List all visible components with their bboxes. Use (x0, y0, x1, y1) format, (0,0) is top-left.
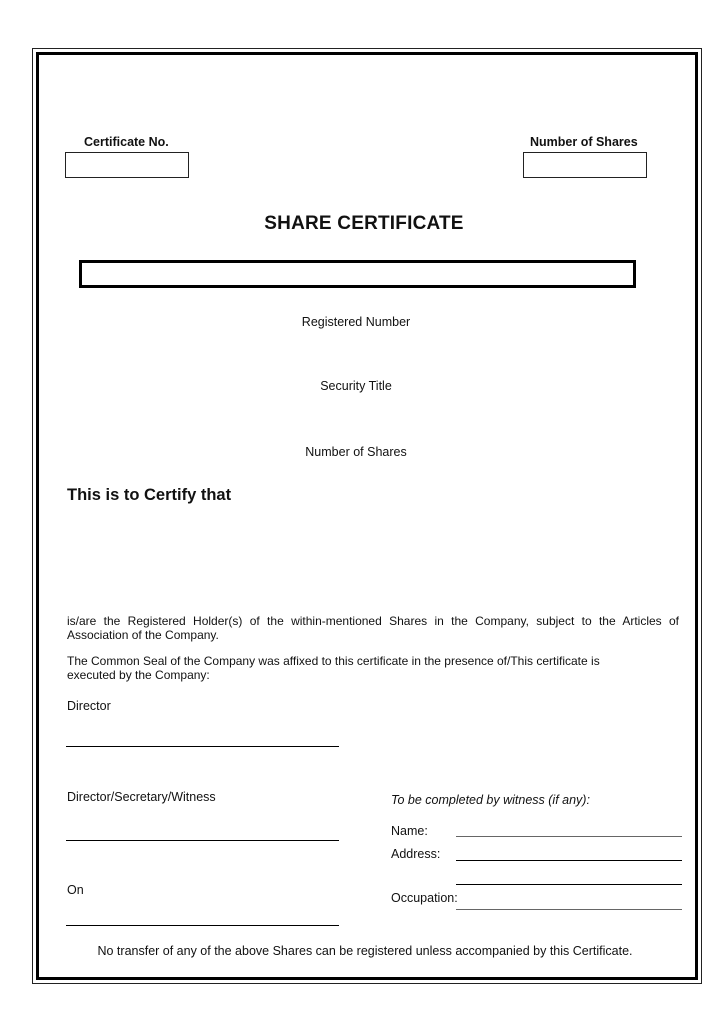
certificate-no-field[interactable] (65, 152, 189, 178)
witness-address-label: Address: (391, 847, 441, 861)
witness-name-label: Name: (391, 824, 428, 838)
transfer-notice: No transfer of any of the above Shares can be registered unless accompanied by this Certificate. (97, 944, 633, 958)
witness-address-line-2[interactable] (456, 884, 682, 885)
company-name-field[interactable] (79, 260, 636, 288)
certificate-title: SHARE CERTIFICATE (264, 213, 464, 234)
security-title-label: Security Title (320, 379, 392, 393)
witness-occupation-label: Occupation: (391, 891, 458, 905)
witness-heading: To be completed by witness (if any): (391, 793, 590, 807)
witness-occupation-line[interactable] (456, 909, 682, 910)
director-secretary-witness-signature-line[interactable] (66, 840, 339, 841)
certify-heading: This is to Certify that (67, 486, 232, 504)
number-of-shares-field[interactable] (523, 152, 647, 178)
number-of-shares-label: Number of Shares (305, 445, 407, 459)
director-signature-line[interactable] (66, 746, 339, 747)
number-of-shares-header-label: Number of Shares (530, 135, 638, 149)
on-date-line[interactable] (66, 925, 339, 926)
seal-statement: The Common Seal of the Company was affixed to this certificate in the presence of/This certificate is executed by the Company: (67, 654, 600, 682)
witness-name-line[interactable] (456, 836, 682, 837)
on-date-label: On (67, 883, 84, 897)
director-label: Director (67, 699, 111, 713)
certificate-no-label: Certificate No. (84, 135, 169, 149)
holder-statement: is/are the Registered Holder(s) of the within-mentioned Shares in the Company, subject to the Articles of Association of the Company. (67, 614, 679, 642)
registered-number-label: Registered Number (301, 315, 411, 329)
witness-address-line-1[interactable] (456, 860, 682, 861)
director-secretary-witness-label: Director/Secretary/Witness (67, 790, 216, 804)
